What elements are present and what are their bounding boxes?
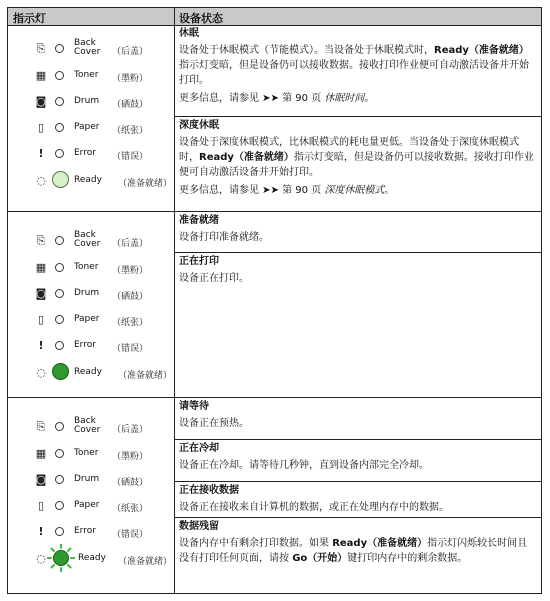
back-cover-icon: ⎘ — [36, 234, 46, 247]
led-label: Cover — [74, 425, 101, 435]
led-label-zh: （纸张） — [112, 318, 149, 328]
led-toner — [8, 67, 174, 87]
led-label-zh: （墨粉） — [112, 266, 149, 276]
led-label-zh: （后盖） — [112, 425, 149, 435]
led-label-zh: （错误） — [112, 152, 149, 162]
led-label: Back — [74, 38, 96, 48]
led-light-off — [55, 123, 64, 132]
status-cooling — [175, 441, 541, 473]
back-cover-icon: ⎘ — [36, 420, 46, 433]
led-label: Cover — [74, 239, 101, 249]
led-error — [8, 337, 174, 357]
status-description: 设备内存中有剩余打印数据。如果 Ready（准备就绪）指示灯闪烁较长时间且没有打印任何页面，请按 Go（开始）键打印内存中的剩余数据。 — [179, 538, 528, 564]
group-divider-1 — [8, 211, 541, 212]
status-description: 设备打印准备就绪。 — [179, 232, 269, 243]
led-toner — [8, 445, 174, 465]
row-divider — [175, 439, 541, 440]
led-label: Toner — [74, 448, 99, 458]
led-paper — [8, 311, 174, 331]
led-error — [8, 145, 174, 165]
more-info: 更多信息，请参见 ➤➤ 第 90 页 深度休眠模式。 — [179, 185, 395, 196]
row-divider — [175, 116, 541, 117]
led-light-off — [55, 527, 64, 536]
led-label: Drum — [74, 96, 100, 106]
led-light-off — [55, 149, 64, 158]
led-back-cover — [8, 40, 174, 60]
led-label-zh: （硒鼓） — [112, 478, 149, 488]
led-label: Ready — [78, 553, 106, 563]
led-back-cover — [8, 418, 174, 438]
drum-icon: ◙ — [35, 287, 47, 300]
status-warming — [175, 399, 541, 431]
led-label-zh: （错误） — [112, 344, 149, 354]
toner-icon: ▦ — [35, 261, 47, 274]
led-label: Paper — [74, 500, 100, 510]
drum-icon: ◙ — [35, 473, 47, 486]
led-paper — [8, 497, 174, 517]
led-label: Back — [74, 416, 96, 426]
ready-icon: ◌ — [36, 552, 46, 565]
status-description: 设备正在打印。 — [179, 273, 249, 284]
led-label-zh: （硒鼓） — [112, 292, 149, 302]
led-label-zh: （准备就绪） — [118, 371, 173, 381]
led-label: Error — [74, 148, 96, 158]
status-title: 深度休眠 — [179, 120, 219, 131]
led-label-zh: （硒鼓） — [112, 100, 149, 110]
led-label-zh: （墨粉） — [112, 74, 149, 84]
led-label-zh: （墨粉） — [112, 452, 149, 462]
led-label: Drum — [74, 288, 100, 298]
status-description: 设备处于深度休眠模式，比休眠模式的耗电量更低。当设备处于深度休眠模式时，Ready（准备就绪）指示灯变暗，但是设备仍可以接收数据。接收打印作业便可自动激活设备并开始打印。 — [179, 137, 534, 178]
led-light-off — [55, 315, 64, 324]
status-title: 准备就绪 — [179, 215, 219, 226]
led-drum — [8, 285, 174, 305]
status-title: 正在接收数据 — [179, 485, 239, 496]
led-label-zh: （纸张） — [112, 504, 149, 514]
led-light-dim — [52, 171, 69, 188]
status-title: 数据残留 — [179, 521, 219, 532]
more-info: 更多信息，请参见 ➤➤ 第 90 页 休眠时间。 — [179, 93, 375, 104]
led-ready — [8, 550, 174, 570]
deep-sleep-link[interactable]: 深度休眠模式 — [324, 185, 385, 196]
status-sleep — [175, 26, 541, 106]
ready-icon: ◌ — [36, 366, 46, 379]
led-label: Cover — [74, 47, 101, 57]
led-ready — [8, 172, 174, 192]
toner-icon: ▦ — [35, 69, 47, 82]
led-label: Paper — [74, 122, 100, 132]
sleep-time-link[interactable]: 休眠时间 — [324, 93, 365, 104]
led-light-off — [55, 475, 64, 484]
led-back-cover — [8, 232, 174, 252]
led-label-zh: （后盖） — [112, 47, 149, 57]
led-label: Ready — [74, 367, 102, 377]
led-ready — [8, 364, 174, 384]
led-light-off — [55, 44, 64, 53]
led-label: Drum — [74, 474, 100, 484]
led-drum — [8, 471, 174, 491]
row-divider — [175, 481, 541, 482]
paper-icon: ▯ — [37, 121, 45, 134]
error-icon: ! — [38, 339, 44, 352]
led-label-zh: （准备就绪） — [118, 557, 173, 567]
status-description: 设备正在冷却。请等待几秒钟，直到设备内部完全冷却。 — [179, 460, 429, 471]
status-table — [7, 7, 542, 594]
led-label: Toner — [74, 70, 99, 80]
status-title: 休眠 — [179, 28, 199, 39]
drum-icon: ◙ — [35, 95, 47, 108]
paper-icon: ▯ — [37, 499, 45, 512]
led-label-zh: （准备就绪） — [118, 179, 173, 189]
led-light-off — [55, 449, 64, 458]
led-paper — [8, 119, 174, 139]
led-label: Error — [74, 340, 96, 350]
status-description: 设备正在预热。 — [179, 418, 249, 429]
status-receiving — [175, 483, 541, 515]
led-label: Back — [74, 230, 96, 240]
led-label-zh: （错误） — [112, 530, 149, 540]
led-light-off — [55, 97, 64, 106]
led-light-off — [55, 236, 64, 245]
status-remaining-data — [175, 519, 541, 566]
led-label: Toner — [74, 262, 99, 272]
paper-icon: ▯ — [37, 313, 45, 326]
led-light-on — [52, 363, 69, 380]
error-icon: ! — [38, 525, 44, 538]
header-indicator: 指示灯 — [13, 12, 46, 25]
back-cover-icon: ⎘ — [36, 42, 46, 55]
led-light-off — [55, 501, 64, 510]
led-toner — [8, 259, 174, 279]
led-light-off — [55, 341, 64, 350]
ready-icon: ◌ — [36, 174, 46, 187]
toner-icon: ▦ — [35, 447, 47, 460]
status-title: 正在冷却 — [179, 443, 219, 454]
led-light-off — [55, 71, 64, 80]
led-light-off — [55, 263, 64, 272]
row-divider — [175, 252, 541, 253]
group-divider-2 — [8, 397, 541, 398]
status-ready — [175, 213, 541, 245]
led-drum — [8, 93, 174, 113]
led-label-zh: （后盖） — [112, 239, 149, 249]
led-label: Error — [74, 526, 96, 536]
led-light-off — [55, 289, 64, 298]
row-divider — [175, 517, 541, 518]
status-title: 请等待 — [179, 401, 209, 412]
header-status: 设备状态 — [179, 12, 223, 25]
status-printing — [175, 254, 541, 286]
led-label: Ready — [74, 175, 102, 185]
led-label-zh: （纸张） — [112, 126, 149, 136]
status-description: 设备处于休眠模式（节能模式）。当设备处于休眠模式时，Ready（准备就绪）指示灯变暗，但是设备仍可以接收数据。接收打印作业便可自动激活设备并开始打印。 — [179, 45, 529, 86]
led-label: Paper — [74, 314, 100, 324]
status-deep-sleep — [175, 118, 541, 198]
status-title: 正在打印 — [179, 256, 219, 267]
led-error — [8, 523, 174, 543]
error-icon: ! — [38, 147, 44, 160]
status-description: 设备正在接收来自计算机的数据，或正在处理内存中的数据。 — [179, 502, 449, 513]
table-header — [8, 8, 541, 26]
led-light-off — [55, 422, 64, 431]
flash-rays-icon — [47, 544, 75, 572]
